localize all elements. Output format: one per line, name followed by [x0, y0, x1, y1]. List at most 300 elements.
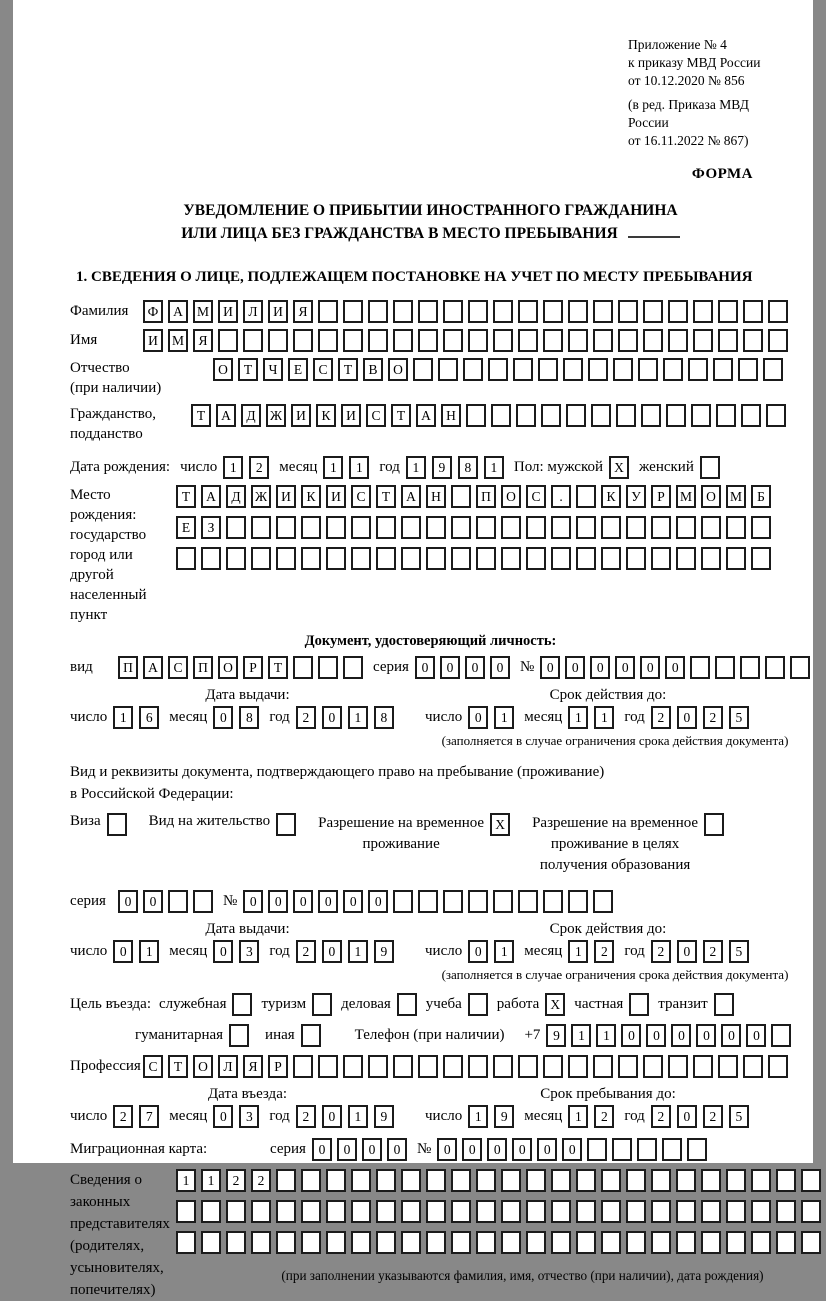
cell[interactable]: [418, 1055, 438, 1078]
cell[interactable]: [351, 516, 371, 539]
cell[interactable]: [701, 516, 721, 539]
cell[interactable]: А: [168, 300, 188, 323]
cell[interactable]: [326, 1231, 346, 1254]
cell[interactable]: [501, 547, 521, 570]
cell[interactable]: [401, 1200, 421, 1223]
cell[interactable]: .: [551, 485, 571, 508]
cell[interactable]: [668, 329, 688, 352]
cell[interactable]: Р: [268, 1055, 288, 1078]
cell[interactable]: [393, 300, 413, 323]
cell[interactable]: Т: [391, 404, 411, 427]
cell[interactable]: Ж: [266, 404, 286, 427]
cell[interactable]: 0: [512, 1138, 532, 1161]
cell[interactable]: [251, 1231, 271, 1254]
cell[interactable]: [641, 404, 661, 427]
cell[interactable]: З: [201, 516, 221, 539]
cell[interactable]: [643, 329, 663, 352]
cell[interactable]: 0: [615, 656, 635, 679]
cell[interactable]: [451, 485, 471, 508]
cell[interactable]: [566, 404, 586, 427]
cell[interactable]: Р: [651, 485, 671, 508]
cell[interactable]: М: [676, 485, 696, 508]
cell[interactable]: 0: [368, 890, 388, 913]
cell[interactable]: 5: [729, 706, 749, 729]
cell[interactable]: 2: [226, 1169, 246, 1192]
cell[interactable]: [668, 300, 688, 323]
cell[interactable]: [343, 1055, 363, 1078]
cell[interactable]: [763, 358, 783, 381]
cell[interactable]: [541, 404, 561, 427]
cell[interactable]: [776, 1169, 796, 1192]
cell[interactable]: [468, 1055, 488, 1078]
cell[interactable]: [751, 1200, 771, 1223]
cell[interactable]: [276, 547, 296, 570]
cell[interactable]: 0: [337, 1138, 357, 1161]
cell[interactable]: 1: [406, 456, 426, 479]
cell[interactable]: [229, 1024, 249, 1047]
cell[interactable]: [676, 516, 696, 539]
cell[interactable]: [293, 656, 313, 679]
cell[interactable]: [501, 1200, 521, 1223]
cell[interactable]: [751, 547, 771, 570]
cell[interactable]: О: [218, 656, 238, 679]
cell[interactable]: К: [316, 404, 336, 427]
cell[interactable]: [651, 1231, 671, 1254]
cell[interactable]: 2: [703, 706, 723, 729]
cell[interactable]: С: [143, 1055, 163, 1078]
cell[interactable]: [251, 516, 271, 539]
cell[interactable]: [343, 656, 363, 679]
cell[interactable]: [518, 890, 538, 913]
cell[interactable]: Т: [376, 485, 396, 508]
cell[interactable]: [201, 1200, 221, 1223]
cell[interactable]: [726, 1231, 746, 1254]
cell[interactable]: [468, 993, 488, 1016]
cell[interactable]: [276, 516, 296, 539]
cell[interactable]: [493, 890, 513, 913]
cell[interactable]: 2: [296, 706, 316, 729]
cell[interactable]: [518, 1055, 538, 1078]
cell[interactable]: [718, 300, 738, 323]
cell[interactable]: И: [218, 300, 238, 323]
cell[interactable]: [741, 404, 761, 427]
cell[interactable]: [376, 1200, 396, 1223]
cell[interactable]: [713, 358, 733, 381]
cell[interactable]: Ж: [251, 485, 271, 508]
cell[interactable]: [493, 300, 513, 323]
cell[interactable]: [451, 1231, 471, 1254]
cell[interactable]: [513, 358, 533, 381]
cell[interactable]: И: [143, 329, 163, 352]
cell[interactable]: И: [276, 485, 296, 508]
cell[interactable]: Т: [238, 358, 258, 381]
cell[interactable]: [726, 516, 746, 539]
cell[interactable]: 1: [568, 940, 588, 963]
cell[interactable]: [776, 1231, 796, 1254]
cell[interactable]: 1: [568, 1105, 588, 1128]
cell[interactable]: [543, 890, 563, 913]
cell[interactable]: [768, 300, 788, 323]
cell[interactable]: Т: [268, 656, 288, 679]
cell[interactable]: [368, 300, 388, 323]
cell[interactable]: [662, 1138, 682, 1161]
cell[interactable]: [576, 1169, 596, 1192]
cell[interactable]: [351, 1169, 371, 1192]
cell[interactable]: П: [118, 656, 138, 679]
cell[interactable]: 2: [251, 1169, 271, 1192]
cell[interactable]: 1: [596, 1024, 616, 1047]
cell[interactable]: [591, 404, 611, 427]
cell[interactable]: [751, 1169, 771, 1192]
cell[interactable]: [626, 1169, 646, 1192]
cell[interactable]: [491, 404, 511, 427]
cell[interactable]: [326, 547, 346, 570]
cell[interactable]: [397, 993, 417, 1016]
cell[interactable]: [801, 1231, 821, 1254]
cell[interactable]: [666, 404, 686, 427]
cell[interactable]: [276, 813, 296, 836]
cell[interactable]: [743, 329, 763, 352]
cell[interactable]: [568, 329, 588, 352]
cell[interactable]: [751, 516, 771, 539]
cell[interactable]: X: [545, 993, 565, 1016]
cell[interactable]: [715, 656, 735, 679]
cell[interactable]: [588, 358, 608, 381]
cell[interactable]: [563, 358, 583, 381]
cell[interactable]: [765, 656, 785, 679]
cell[interactable]: [701, 1200, 721, 1223]
cell[interactable]: С: [526, 485, 546, 508]
cell[interactable]: [543, 300, 563, 323]
cell[interactable]: [616, 404, 636, 427]
cell[interactable]: [626, 1231, 646, 1254]
cell[interactable]: Н: [426, 485, 446, 508]
cell[interactable]: А: [216, 404, 236, 427]
cell[interactable]: 0: [562, 1138, 582, 1161]
cell[interactable]: [426, 1231, 446, 1254]
cell[interactable]: [543, 329, 563, 352]
cell[interactable]: Ч: [263, 358, 283, 381]
cell[interactable]: [526, 1200, 546, 1223]
cell[interactable]: [676, 1231, 696, 1254]
cell[interactable]: 0: [318, 890, 338, 913]
cell[interactable]: М: [168, 329, 188, 352]
cell[interactable]: 1: [468, 1105, 488, 1128]
cell[interactable]: [693, 300, 713, 323]
cell[interactable]: [312, 993, 332, 1016]
cell[interactable]: [576, 547, 596, 570]
cell[interactable]: [718, 329, 738, 352]
cell[interactable]: 0: [213, 940, 233, 963]
cell[interactable]: [651, 516, 671, 539]
cell[interactable]: 1: [494, 940, 514, 963]
cell[interactable]: [629, 993, 649, 1016]
cell[interactable]: [443, 329, 463, 352]
cell[interactable]: [176, 547, 196, 570]
cell[interactable]: 0: [118, 890, 138, 913]
cell[interactable]: [376, 516, 396, 539]
cell[interactable]: [276, 1231, 296, 1254]
cell[interactable]: 0: [322, 940, 342, 963]
cell[interactable]: [476, 1169, 496, 1192]
cell[interactable]: Р: [243, 656, 263, 679]
cell[interactable]: 1: [176, 1169, 196, 1192]
cell[interactable]: Л: [243, 300, 263, 323]
cell[interactable]: [568, 1055, 588, 1078]
cell[interactable]: [318, 300, 338, 323]
cell[interactable]: Я: [243, 1055, 263, 1078]
cell[interactable]: [393, 890, 413, 913]
cell[interactable]: К: [601, 485, 621, 508]
cell[interactable]: 2: [651, 940, 671, 963]
cell[interactable]: [718, 1055, 738, 1078]
cell[interactable]: [626, 1200, 646, 1223]
cell[interactable]: [501, 1231, 521, 1254]
cell[interactable]: 2: [296, 1105, 316, 1128]
cell[interactable]: [451, 516, 471, 539]
cell[interactable]: 1: [594, 706, 614, 729]
cell[interactable]: 9: [374, 1105, 394, 1128]
cell[interactable]: [476, 516, 496, 539]
cell[interactable]: [401, 547, 421, 570]
cell[interactable]: Е: [176, 516, 196, 539]
cell[interactable]: [401, 1169, 421, 1192]
cell[interactable]: 0: [640, 656, 660, 679]
cell[interactable]: [643, 1055, 663, 1078]
cell[interactable]: [612, 1138, 632, 1161]
cell[interactable]: [368, 329, 388, 352]
cell[interactable]: 3: [239, 1105, 259, 1128]
cell[interactable]: 9: [546, 1024, 566, 1047]
cell[interactable]: [516, 404, 536, 427]
cell[interactable]: 0: [362, 1138, 382, 1161]
cell[interactable]: [318, 329, 338, 352]
cell[interactable]: [693, 1055, 713, 1078]
cell[interactable]: Л: [218, 1055, 238, 1078]
cell[interactable]: С: [168, 656, 188, 679]
cell[interactable]: [543, 1055, 563, 1078]
cell[interactable]: 0: [487, 1138, 507, 1161]
cell[interactable]: 9: [432, 456, 452, 479]
cell[interactable]: [468, 300, 488, 323]
cell[interactable]: 8: [458, 456, 478, 479]
cell[interactable]: [768, 329, 788, 352]
cell[interactable]: [626, 516, 646, 539]
cell[interactable]: [501, 1169, 521, 1192]
cell[interactable]: Д: [226, 485, 246, 508]
cell[interactable]: [576, 485, 596, 508]
cell[interactable]: [466, 404, 486, 427]
cell[interactable]: Б: [751, 485, 771, 508]
cell[interactable]: С: [351, 485, 371, 508]
cell[interactable]: [701, 1231, 721, 1254]
cell[interactable]: 1: [201, 1169, 221, 1192]
cell[interactable]: 0: [143, 890, 163, 913]
cell[interactable]: [376, 1169, 396, 1192]
cell[interactable]: [726, 547, 746, 570]
cell[interactable]: А: [401, 485, 421, 508]
cell[interactable]: [351, 1200, 371, 1223]
cell[interactable]: [201, 1231, 221, 1254]
cell[interactable]: [551, 547, 571, 570]
cell[interactable]: [568, 890, 588, 913]
cell[interactable]: [743, 300, 763, 323]
cell[interactable]: 1: [113, 706, 133, 729]
cell[interactable]: 2: [594, 940, 614, 963]
cell[interactable]: У: [626, 485, 646, 508]
cell[interactable]: [443, 890, 463, 913]
cell[interactable]: 8: [374, 706, 394, 729]
cell[interactable]: [593, 1055, 613, 1078]
cell[interactable]: 0: [468, 706, 488, 729]
cell[interactable]: 0: [113, 940, 133, 963]
cell[interactable]: Ф: [143, 300, 163, 323]
cell[interactable]: 1: [348, 1105, 368, 1128]
cell[interactable]: 1: [349, 456, 369, 479]
cell[interactable]: 0: [665, 656, 685, 679]
cell[interactable]: 9: [374, 940, 394, 963]
cell[interactable]: 5: [729, 940, 749, 963]
cell[interactable]: Т: [168, 1055, 188, 1078]
cell[interactable]: 0: [590, 656, 610, 679]
cell[interactable]: 1: [348, 940, 368, 963]
cell[interactable]: [676, 1200, 696, 1223]
cell[interactable]: 0: [468, 940, 488, 963]
cell[interactable]: [301, 516, 321, 539]
cell[interactable]: [276, 1200, 296, 1223]
cell[interactable]: 0: [537, 1138, 557, 1161]
cell[interactable]: 0: [646, 1024, 666, 1047]
cell[interactable]: 5: [729, 1105, 749, 1128]
cell[interactable]: [668, 1055, 688, 1078]
cell[interactable]: [301, 1231, 321, 1254]
cell[interactable]: [476, 1200, 496, 1223]
cell[interactable]: И: [291, 404, 311, 427]
cell[interactable]: [393, 1055, 413, 1078]
cell[interactable]: [343, 300, 363, 323]
cell[interactable]: [468, 890, 488, 913]
cell[interactable]: [476, 1231, 496, 1254]
cell[interactable]: [576, 1231, 596, 1254]
cell[interactable]: 2: [113, 1105, 133, 1128]
cell[interactable]: 0: [721, 1024, 741, 1047]
cell[interactable]: 1: [494, 706, 514, 729]
cell[interactable]: А: [416, 404, 436, 427]
cell[interactable]: Я: [293, 300, 313, 323]
cell[interactable]: [613, 358, 633, 381]
cell[interactable]: 9: [494, 1105, 514, 1128]
cell[interactable]: [326, 516, 346, 539]
cell[interactable]: [351, 1231, 371, 1254]
cell[interactable]: 0: [465, 656, 485, 679]
cell[interactable]: [418, 890, 438, 913]
cell[interactable]: [438, 358, 458, 381]
cell[interactable]: М: [193, 300, 213, 323]
cell[interactable]: [551, 1231, 571, 1254]
cell[interactable]: П: [193, 656, 213, 679]
cell[interactable]: [601, 1169, 621, 1192]
cell[interactable]: 0: [746, 1024, 766, 1047]
cell[interactable]: [293, 1055, 313, 1078]
cell[interactable]: [226, 547, 246, 570]
cell[interactable]: [714, 993, 734, 1016]
cell[interactable]: 0: [621, 1024, 641, 1047]
cell[interactable]: [251, 1200, 271, 1223]
cell[interactable]: [716, 404, 736, 427]
cell[interactable]: [401, 1231, 421, 1254]
cell[interactable]: [740, 656, 760, 679]
cell[interactable]: [551, 516, 571, 539]
cell[interactable]: [493, 1055, 513, 1078]
cell[interactable]: [343, 329, 363, 352]
cell[interactable]: [451, 1169, 471, 1192]
cell[interactable]: [451, 1200, 471, 1223]
cell[interactable]: [232, 993, 252, 1016]
cell[interactable]: 2: [703, 1105, 723, 1128]
cell[interactable]: [593, 300, 613, 323]
cell[interactable]: [443, 300, 463, 323]
cell[interactable]: [376, 547, 396, 570]
cell[interactable]: С: [313, 358, 333, 381]
cell[interactable]: [418, 300, 438, 323]
cell[interactable]: [476, 547, 496, 570]
cell[interactable]: 0: [565, 656, 585, 679]
cell[interactable]: Д: [241, 404, 261, 427]
cell[interactable]: [401, 516, 421, 539]
cell[interactable]: [700, 456, 720, 479]
cell[interactable]: [618, 300, 638, 323]
cell[interactable]: 2: [651, 1105, 671, 1128]
cell[interactable]: П: [476, 485, 496, 508]
cell[interactable]: [243, 329, 263, 352]
cell[interactable]: 1: [571, 1024, 591, 1047]
cell[interactable]: И: [268, 300, 288, 323]
cell[interactable]: [601, 516, 621, 539]
cell[interactable]: [726, 1169, 746, 1192]
cell[interactable]: 1: [323, 456, 343, 479]
cell[interactable]: 3: [239, 940, 259, 963]
cell[interactable]: 0: [243, 890, 263, 913]
cell[interactable]: [518, 329, 538, 352]
cell[interactable]: 0: [213, 706, 233, 729]
cell[interactable]: 2: [249, 456, 269, 479]
cell[interactable]: [618, 329, 638, 352]
cell[interactable]: [691, 404, 711, 427]
cell[interactable]: Е: [288, 358, 308, 381]
cell[interactable]: [576, 1200, 596, 1223]
cell[interactable]: 0: [440, 656, 460, 679]
cell[interactable]: [551, 1200, 571, 1223]
cell[interactable]: Т: [338, 358, 358, 381]
cell[interactable]: [393, 329, 413, 352]
cell[interactable]: 1: [348, 706, 368, 729]
cell[interactable]: [488, 358, 508, 381]
cell[interactable]: X: [490, 813, 510, 836]
cell[interactable]: [593, 890, 613, 913]
cell[interactable]: 2: [594, 1105, 614, 1128]
cell[interactable]: [801, 1169, 821, 1192]
cell[interactable]: 0: [462, 1138, 482, 1161]
cell[interactable]: [551, 1169, 571, 1192]
cell[interactable]: [663, 358, 683, 381]
cell[interactable]: [193, 890, 213, 913]
cell[interactable]: [693, 329, 713, 352]
cell[interactable]: [326, 1169, 346, 1192]
cell[interactable]: [688, 358, 708, 381]
cell[interactable]: [601, 1231, 621, 1254]
cell[interactable]: [801, 1200, 821, 1223]
cell[interactable]: 1: [139, 940, 159, 963]
